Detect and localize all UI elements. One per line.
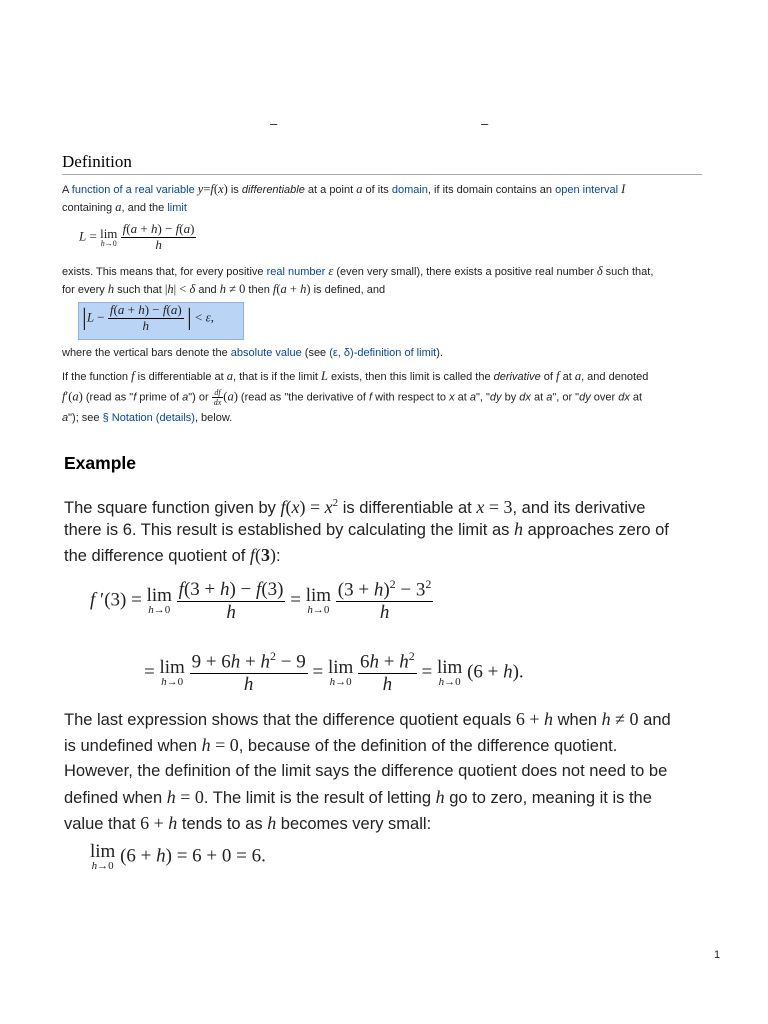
definition-paragraph-4-line-2: f′(a) (read as "f prime of a") or $\frac{df}{dx}$ (a) (read as "the derivative of f with respect to x at a", "dy by dx at a", or "dy over dx at <box>62 388 643 408</box>
example-paragraph-1-line-3: the difference quotient of f(3): <box>64 545 281 565</box>
link-epsilon-delta-definition[interactable]: (ε, δ)-definition of limit <box>329 347 437 359</box>
link-limit[interactable]: limit <box>167 202 187 214</box>
example-paragraph-2-line-4: defined when h = 0. The limit is the result of letting h go to zero, meaning it is the <box>64 787 652 807</box>
link-real-number[interactable]: real number <box>266 266 326 278</box>
header-dash-right: – <box>481 116 489 131</box>
link-notation-details[interactable]: § Notation (details) <box>102 412 195 424</box>
example-paragraph-2-line-1: The last expression shows that the difference quotient equals 6 + h when h ≠ 0 and <box>64 709 671 729</box>
equation-limit-definition: L = lim h→0 $\frac{f(a + h) - f(a)}{h}$ <box>79 221 195 252</box>
definition-paragraph-2-line-1: exists. This means that, for every positive real number ε (even very small), there exists a positive real number δ such that, <box>62 264 654 278</box>
example-heading: Example <box>64 453 136 473</box>
link-absolute-value[interactable]: absolute value <box>230 347 302 359</box>
example-paragraph-2-line-3: However, the definition of the limit says the difference quotient does not need to be <box>64 762 668 780</box>
definition-paragraph-1-line-2: containing a, and the limit <box>62 200 187 214</box>
definition-paragraph-4-line-3: a"); see § Notation (details), below. <box>62 412 233 424</box>
example-paragraph-2-line-2: is undefined when h = 0, because of the definition of the difference quotient. <box>64 735 618 755</box>
link-open-interval[interactable]: open interval <box>555 184 619 196</box>
definition-heading: Definition <box>62 152 702 175</box>
definition-paragraph-2-line-2: for every h such that |h| < δ and h ≠ 0 then f(a + h) is defined, and <box>62 282 386 296</box>
equation-epsilon-inequality: |L − $\frac{f(a + h) - f(a)}{h}$ | < ε, <box>82 302 214 333</box>
link-function-of-a-real-variable[interactable]: function of a real variable <box>71 184 195 196</box>
link-domain[interactable]: domain <box>391 184 428 196</box>
math-y-equals-fx: y <box>197 182 204 196</box>
equation-derivative-line-1: f ′(3) = lim h→0 $\frac{f(3 + h) - f(3)}{h}$ = lim h→0 $\frac{(3 + h)^2 - 3^2}{h}$ <box>90 577 432 624</box>
definition-paragraph-4-line-1: If the function f is differentiable at a, that is if the limit L exists, then this limit is called the derivative of f at a, and denoted <box>62 369 649 383</box>
page-number: 1 <box>714 949 721 961</box>
equation-derivative-line-2: = lim h→0 $\frac{9 + 6h + h^2 - 9}{h}$ = lim h→0 $\frac{6h + h^2}{h}$ = lim h→0 (6 + h). <box>144 649 524 696</box>
example-paragraph-1-line-2: there is 6. This result is established by calculating the limit as h approaches zero of <box>64 519 669 539</box>
header-dash-left: – <box>270 116 278 131</box>
example-paragraph-2-line-5: value that 6 + h tends to as h becomes very small: <box>64 813 432 833</box>
definition-paragraph-3: where the vertical bars denote the absolute value (see (ε, δ)-definition of limit). <box>62 347 443 359</box>
example-paragraph-1-line-1: The square function given by $f(x) = x^2$ is differentiable at x = 3, and its derivative <box>64 497 646 517</box>
equation-final-limit: lim h→0 (6 + h) = 6 + 0 = 6. <box>90 841 266 872</box>
definition-paragraph-1-line-1: A function of a real variable y=f(x) is differentiable at a point a of its domain, if its domain contains an open interval I <box>62 182 626 196</box>
